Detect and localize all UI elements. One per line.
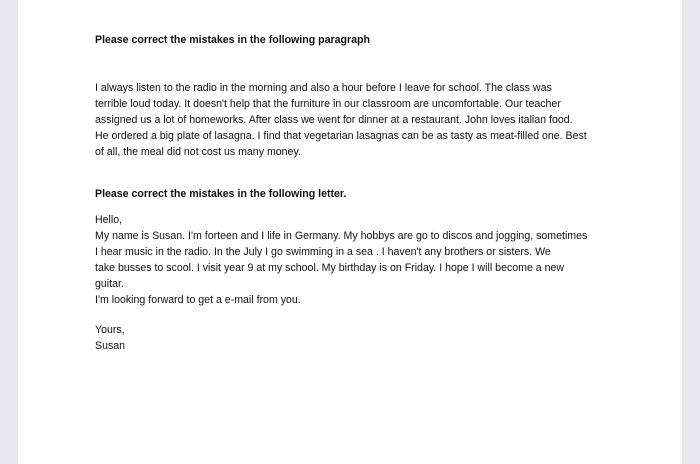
letter-signature: Susan — [95, 340, 126, 352]
letter-closing-block — [95, 322, 615, 354]
paragraph-line: terrible loud today. It doesn't help that the furniture in our classroom are uncomfortable. Our teacher — [95, 98, 561, 110]
letter-closing: Yours, — [95, 324, 125, 336]
paragraph-exercise-text — [95, 80, 615, 160]
paragraph-line: assigned us a lot of homeworks. After class we went for dinner at a restaurant. John loves italian food. — [95, 114, 573, 126]
letter-line: My name is Susan. I'm forteen and I life in Germany. My hobbys are go to discos and jogging, sometimes — [95, 230, 588, 242]
letter-line: I hear music in the radio. In the July I go swimming in a sea . I haven't any brothers or sisters. We — [95, 246, 551, 258]
letter-exercise-heading: Please correct the mistakes in the following letter. — [95, 188, 347, 200]
right-margin-edge — [682, 0, 700, 464]
document-content — [95, 32, 615, 354]
letter-greeting: Hello, — [95, 214, 123, 226]
document-page — [18, 0, 682, 464]
letter-line: take busses to scool. I visit year 9 at my school. My birthday is on Friday. I hope I will become a new — [95, 262, 565, 274]
letter-text — [95, 212, 615, 308]
paragraph-exercise-heading: Please correct the mistakes in the following paragraph — [95, 34, 370, 46]
left-margin-edge — [0, 0, 18, 464]
paragraph-line: He ordered a big plate of lasagna. I find that vegetarian lasagnas can be as tasty as meat-filled one. Best — [95, 130, 587, 142]
letter-line: guitar. — [95, 278, 124, 290]
paragraph-line: of all, the meal did not cost us many money. — [95, 146, 301, 158]
letter-line: I'm looking forward to get a e-mail from you. — [95, 294, 301, 306]
paragraph-line: I always listen to the radio in the morning and also a hour before I leave for school. The class was — [95, 82, 552, 94]
